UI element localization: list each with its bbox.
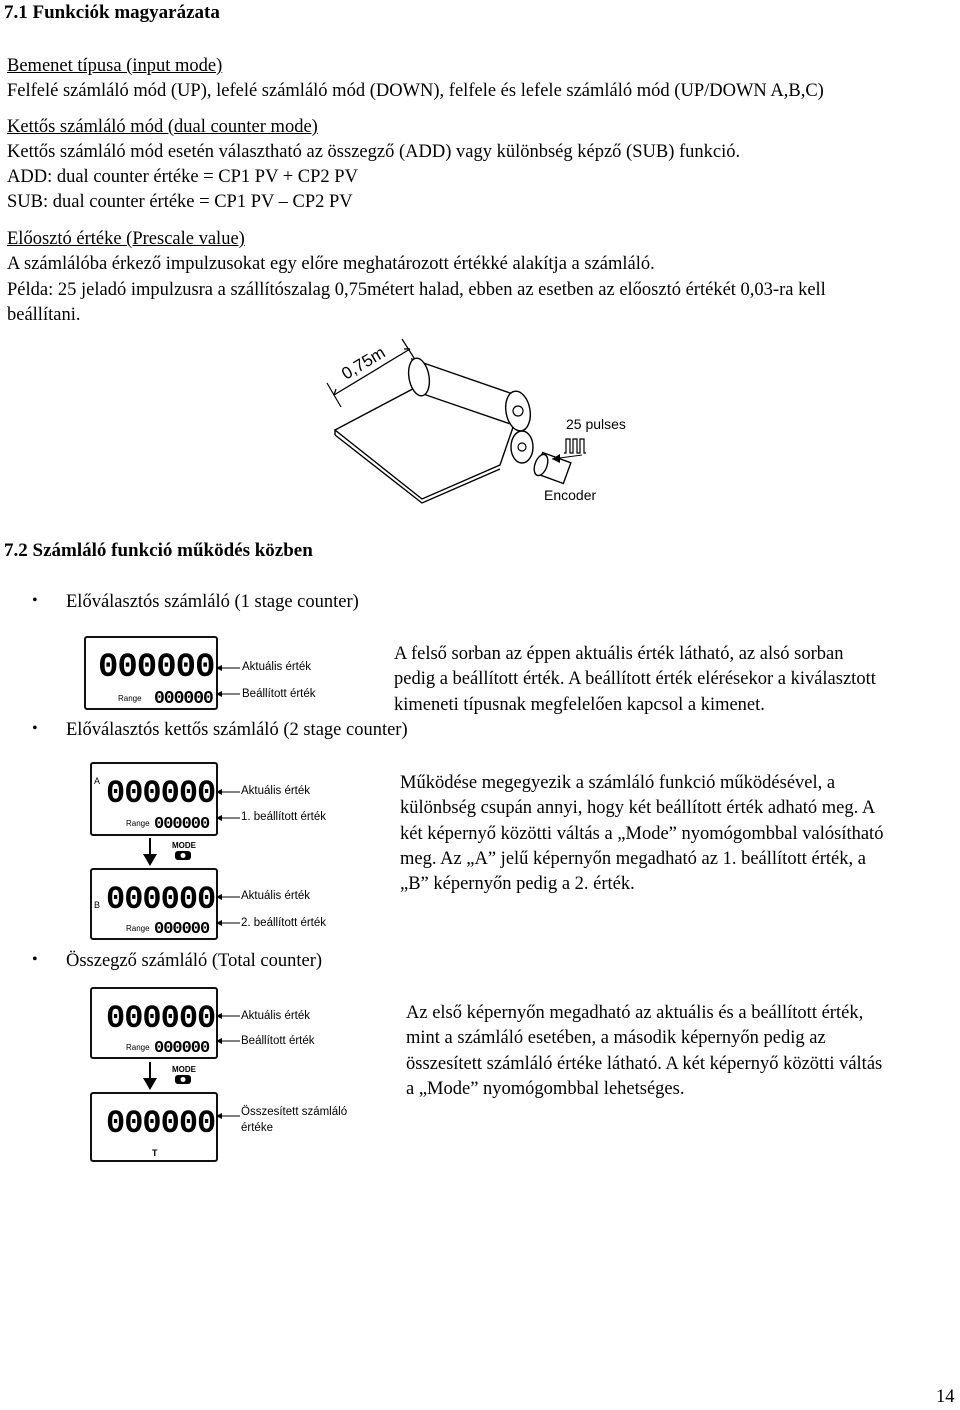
bullet-stage2-label: Előválasztós kettős számláló (2 stage counter) [66, 720, 408, 740]
lcd-range: Range [118, 694, 142, 703]
page-number: 14 [936, 1387, 955, 1407]
stage2-text-line: két képernyő közötti váltás a „Mode” nyomógombbal valósítható [400, 823, 884, 844]
bullet-stage2 [32, 720, 408, 741]
input-mode-heading: Bemenet típusa (input mode) [7, 56, 223, 76]
distance-label: 0,75m [338, 342, 389, 384]
screen-a-tag: A [94, 776, 101, 786]
lcd-total-2 [90, 1092, 218, 1162]
lcd-top-value: 000000 [106, 1105, 216, 1142]
mode-arrow-total [140, 1060, 210, 1094]
prescale-text: A számlálóba érkező impulzusokat egy előre meghatározott értékké alakítja a számláló. [7, 254, 655, 274]
dual-mode-add: ADD: dual counter értéke = CP1 PV + CP2 PV [7, 167, 358, 187]
bullet-total [32, 951, 323, 972]
stage2b-label-top: Aktuális érték [241, 890, 311, 902]
lcd-bottom-value: 000000 [154, 815, 210, 834]
section-title-7-2: 7.2 Számláló funkció működés közben [4, 540, 313, 561]
dual-mode-text: Kettős számláló mód esetén választható az összegző (ADD) vagy különbség képző (SUB) funkció. [7, 142, 741, 162]
bullet-stage1 [32, 592, 359, 613]
stage1-text-line: pedig a beállított érték. A beállított érték elérésekor a kiválasztott [394, 669, 876, 690]
lcd-bottom-value: 000000 [154, 920, 210, 938]
conveyor-encoder-figure [320, 335, 640, 515]
screen-b-tag: B [94, 900, 101, 910]
dual-mode-sub: SUB: dual counter értéke = CP1 PV – CP2 PV [7, 192, 353, 212]
lcd-stage2-a [90, 762, 218, 836]
stage2-text-line: meg. Az „A” jelű képernyőn megadható az 1. beállított érték, a [400, 848, 866, 869]
prescale-example: Példa: 25 jeladó impulzusra a szállítószalag 0,75métert halad, ebben az esetben az előosztó értékét 0,03-ra kell [7, 280, 826, 300]
stage2a-arrows [214, 780, 244, 830]
stage1-description [394, 642, 876, 718]
lcd-range: Range [126, 1043, 150, 1052]
lcd-stage1 [84, 636, 218, 710]
mode-label: MODE [172, 841, 196, 850]
stage2b-label-bottom: 2. beállított érték [241, 917, 327, 929]
stage2-text-line: Működése megegyezik a számláló funkció működésével, a [400, 773, 836, 793]
total-text-line: mint a számláló esetében, a második képernyőn pedig az [406, 1028, 826, 1049]
total1-label-bottom: Beállított érték [241, 1035, 315, 1047]
bullet-stage1-label: Előválasztós számláló (1 stage counter) [66, 592, 359, 612]
prescale-heading: Előosztó értéke (Prescale value) [7, 229, 245, 249]
lcd-range: Range [126, 819, 150, 828]
stage2-text-line: különbség csupán annyi, hogy két beállított érték adható meg. A [400, 798, 876, 819]
lcd-range: Range [126, 924, 150, 933]
mode-arrow-stage2 [140, 836, 210, 870]
bullet-icon: • [32, 720, 38, 737]
mode-label: MODE [172, 1065, 196, 1074]
total-text-line: a „Mode” nyomógombbal lehetséges. [406, 1078, 685, 1099]
lcd-bottom-value: 000000 [154, 689, 213, 708]
total1-label-top: Aktuális érték [241, 1010, 311, 1022]
total1-arrows [214, 1004, 244, 1054]
pulses-label: 25 pulses [566, 416, 626, 432]
stage2a-label-top: Aktuális érték [241, 785, 311, 797]
total2-label-line2: értéke [241, 1122, 273, 1134]
total-tag: T [152, 1148, 158, 1158]
dual-mode-heading: Kettős számláló mód (dual counter mode) [7, 117, 318, 137]
total-description [406, 1001, 882, 1102]
lcd-top-value: 000000 [98, 649, 215, 687]
stage2b-arrows [214, 885, 244, 935]
stage1-text-line: A felső sorban az éppen aktuális érték látható, az alsó sorban [394, 644, 844, 664]
lcd-top-value: 000000 [106, 1000, 216, 1037]
prescale-example-cont: beállítani. [7, 305, 81, 325]
total-text-line: Az első képernyőn megadható az aktuális és a beállított érték, [406, 1003, 864, 1023]
total2-label-line1: Összesített számláló [241, 1106, 348, 1118]
stage2-description [400, 771, 883, 897]
stage2-text-line: „B” képernyőn pedig a 2. érték. [400, 874, 635, 895]
bullet-icon: • [32, 951, 38, 968]
bullet-icon: • [32, 592, 38, 609]
lcd-bottom-value: 000000 [154, 1039, 210, 1057]
lcd-top-value: 000000 [106, 881, 216, 918]
lcd-total-1 [90, 987, 218, 1059]
lcd-stage2-b [90, 868, 218, 940]
encoder-label: Encoder [544, 487, 597, 503]
total-text-line: összesített számláló értéke látható. A két képernyő közötti váltás [406, 1053, 883, 1074]
total2-arrow [214, 1106, 244, 1126]
input-mode-text: Felfelé számláló mód (UP), lefelé számláló mód (DOWN), felfele és lefele számláló mód (UP/DOWN A,B,C) [7, 81, 824, 101]
lcd-top-value: 000000 [106, 775, 216, 812]
bullet-total-label: Összegző számláló (Total counter) [66, 951, 323, 971]
stage1-label-arrows [214, 650, 324, 710]
stage2a-label-bottom: 1. beállított érték [241, 811, 327, 823]
stage1-label-bottom: Beállított érték [242, 688, 316, 700]
stage1-label-top: Aktuális érték [242, 661, 312, 673]
stage1-text-line: kimeneti típusnak megfelelően kapcsol a kimenet. [394, 694, 765, 715]
section-title-7-1: 7.1 Funkciók magyarázata [4, 2, 220, 23]
